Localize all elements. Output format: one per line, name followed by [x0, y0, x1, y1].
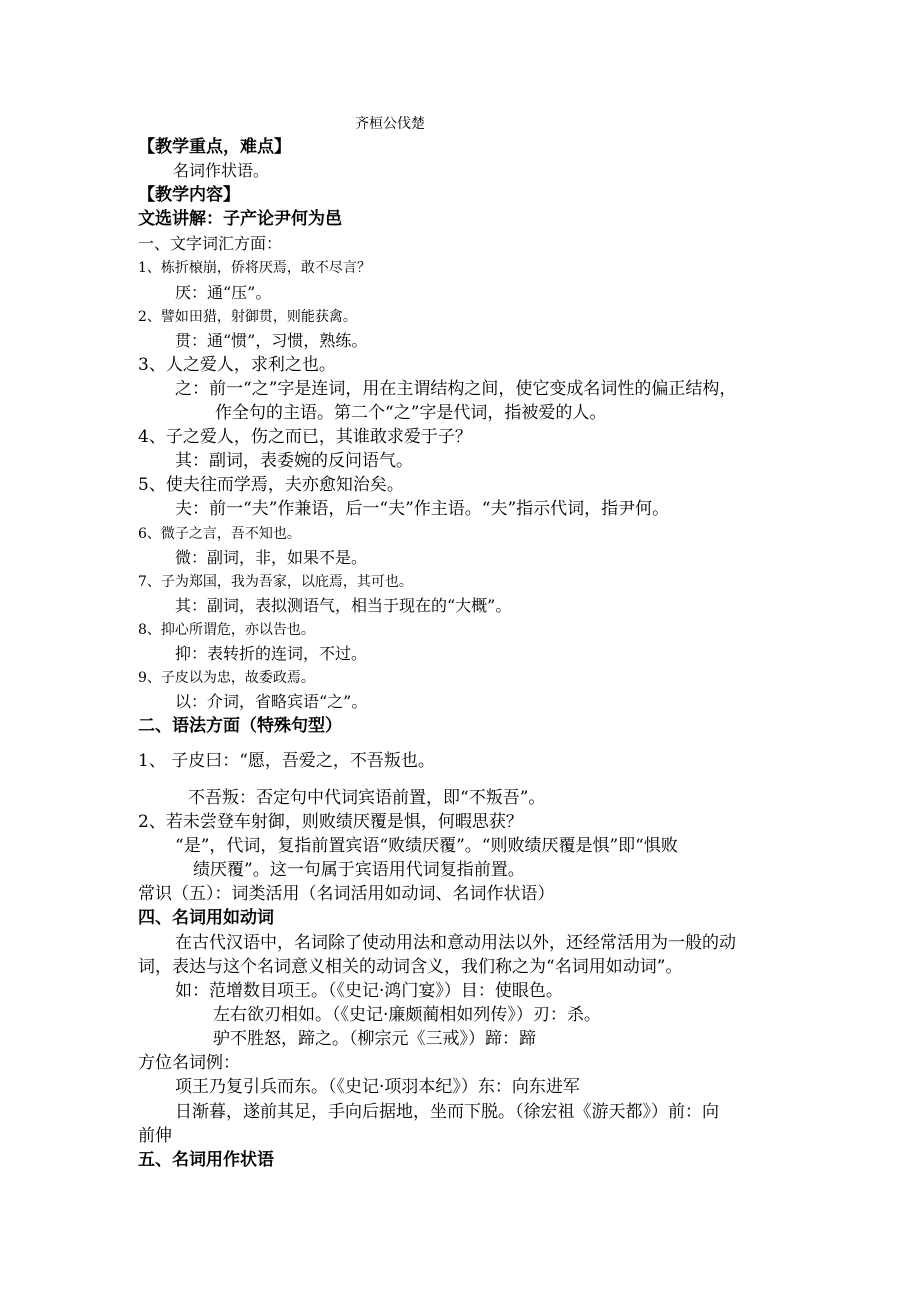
- section-heading-noun-as-verb: 四、名词用如动词: [138, 908, 274, 928]
- text-line: 一、文字词汇方面：: [138, 234, 283, 253]
- explanation-line: 厌：通“压”。: [175, 283, 272, 302]
- explanation-line: 抑：表转折的连词，不过。: [175, 644, 368, 663]
- section-heading-common-knowledge: 常识（五）：词类活用（名词活用如动词、名词作状语）: [138, 884, 555, 904]
- explanation-line: 其：副词，表委婉的反问语气。: [175, 451, 413, 471]
- explanation-line: 绩厌覆”。这一句属于宾语用代词复指前置。: [193, 860, 525, 880]
- example-line: 2、譬如田猎，射御贯，则能获禽。: [138, 309, 357, 325]
- subheading-direction-nouns: 方位名词例：: [138, 1053, 240, 1073]
- section-heading-grammar: 二、语法方面（特殊句型）: [138, 716, 342, 736]
- section-heading-reading: 文选讲解：子产论尹何为邑: [138, 209, 342, 229]
- paragraph-line: 在古代汉语中，名词除了使动用法和意动用法以外，还经常活用为一般的动: [175, 933, 736, 953]
- explanation-line: “是”，代词，复指前置宾语“败绩厌覆”。“则败绩厌覆是惧”即“惧败: [175, 836, 678, 856]
- explanation-line: 之：前一“之”字是连词，用在主谓结构之间，使它变成名词性的偏正结构，: [175, 379, 737, 399]
- paragraph-line: 词，表达与这个名词意义相关的动词含义，我们称之为“名词用如动词”。: [138, 957, 683, 977]
- example-line: 左右欲刃相如。（《史记·廉颇蔺相如列传》）刃：杀。: [213, 1005, 601, 1025]
- explanation-line: 微：副词，非，如果不是。: [175, 548, 368, 567]
- example-line: 如：范增数目项王。（《史记·鸿门宴》）目：使眼色。: [175, 981, 563, 1001]
- example-line: 8、抑心所谓危，亦以告也。: [138, 622, 315, 638]
- section-heading-key-points: 【教学重点，难点】: [138, 137, 291, 157]
- explanation-line: 不吾叛：否定句中代词宾语前置，即“不叛吾”。: [188, 788, 546, 808]
- example-line: 5、使夫往而学焉，夫亦愈知治矣。: [138, 475, 404, 495]
- example-line: 4、子之爱人，伤之而已，其谁敢求爱于子？: [138, 427, 472, 447]
- example-line: 项王乃复引兵而东。（《史记·项羽本纪》）东：向东进军: [175, 1077, 580, 1097]
- example-line: 7、子为郑国，我为吾家，以庇焉，其可也。: [138, 574, 413, 590]
- explanation-line: 以：介词，省略宾语“之”。: [175, 692, 368, 711]
- explanation-line: 夫：前一“夫”作兼语，后一“夫”作主语。“夫”指示代词，指尹何。: [175, 499, 670, 519]
- section-heading-noun-as-adverbial: 五、名词用作状语: [138, 1150, 274, 1170]
- example-line: 2、若未尝登车射御，则败绩厌覆是惧，何暇思获？: [138, 812, 523, 832]
- example-line: 9、子皮以为忠，故委政焉。: [138, 670, 315, 686]
- text-line: 名词作状语。: [173, 161, 270, 180]
- explanation-line: 贯：通“惯”，习惯，熟练。: [175, 331, 368, 350]
- example-line: 3、人之爱人，求利之也。: [138, 355, 336, 375]
- explanation-line: 其：副词，表拟测语气，相当于现在的“大概”。: [175, 596, 512, 615]
- explanation-line: 作全句的主语。第二个“之”字是代词，指被爱的人。: [215, 403, 607, 423]
- example-line: 日渐暮，遂前其足，手向后据地，坐而下脱。（徐宏祖《游天都》）前：向: [175, 1102, 719, 1122]
- example-line: 6、微子之言，吾不知也。: [138, 526, 301, 542]
- example-line: 1、 子皮曰：“愿，吾爱之，不吾叛也。: [138, 751, 435, 771]
- document-title: 齐桓公伐楚: [355, 116, 425, 132]
- section-heading-content: 【教学内容】: [138, 185, 240, 205]
- example-line: 前伸: [138, 1126, 172, 1146]
- example-line: 1、栋折榱崩，侨将厌焉，敢不尽言？: [138, 260, 371, 276]
- example-line: 驴不胜怒，蹄之。（柳宗元《三戒》）蹄：蹄: [213, 1029, 536, 1049]
